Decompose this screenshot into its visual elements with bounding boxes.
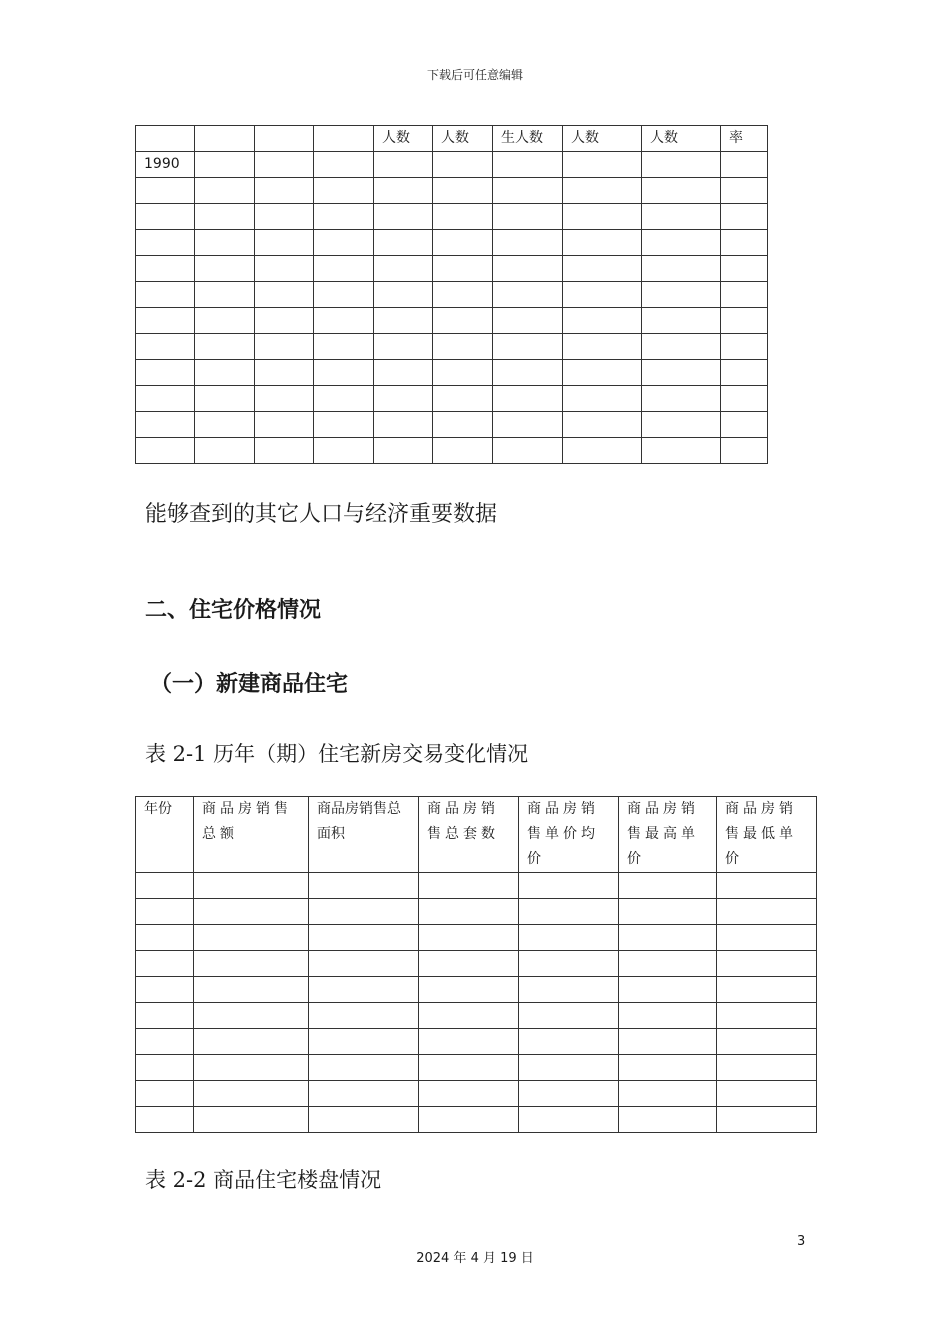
table-row [136, 334, 768, 360]
table-row [136, 256, 768, 282]
table-row [136, 308, 768, 334]
table-row [136, 152, 768, 178]
table-header-cell: 生人数 [493, 126, 563, 152]
table-row [136, 178, 768, 204]
table-header-cell: 商品房销售总套数 [419, 797, 519, 873]
subsection-heading: （一）新建商品住宅 [150, 672, 349, 697]
table-header-cell: 商品房销售单价均价 [519, 797, 619, 873]
table-row [136, 1081, 817, 1107]
table-row [136, 412, 768, 438]
table-row [136, 951, 817, 977]
table-row [136, 282, 768, 308]
table-header-cell: 人数 [563, 126, 642, 152]
table-row [136, 204, 768, 230]
table-header-cell: 人数 [642, 126, 721, 152]
table-row [136, 873, 817, 899]
housing-transaction-table [135, 796, 817, 1133]
table-header-cell [136, 126, 195, 152]
table-row [136, 899, 817, 925]
body-paragraph: 能够查到的其它人口与经济重要数据 [145, 502, 498, 527]
section-heading: 二、住宅价格情况 [145, 598, 322, 623]
table-row [136, 1107, 817, 1133]
table-header-cell: 年份 [136, 797, 194, 873]
table-header-cell: 人数 [433, 126, 493, 152]
table-header-cell: 商品房销售总面积 [309, 797, 419, 873]
table-row [136, 1055, 817, 1081]
table-caption: 表 2-2 商品住宅楼盘情况 [145, 1168, 382, 1192]
table-header-cell: 率 [721, 126, 768, 152]
population-table [135, 125, 768, 464]
table-header-cell: 人数 [374, 126, 433, 152]
table-header-row [136, 797, 817, 873]
table-caption: 表 2-1 历年（期）住宅新房交易变化情况 [145, 742, 529, 766]
table-header-cell: 商品房销售总额 [194, 797, 309, 873]
table-row [136, 977, 817, 1003]
table-header-cell [314, 126, 374, 152]
table-row [136, 1029, 817, 1055]
table-row [136, 438, 768, 464]
table-header-cell: 商品房销售最高单价 [619, 797, 717, 873]
footer-date: 2024 年 4 月 19 日 [416, 1251, 534, 1266]
table-row [136, 1003, 817, 1029]
table-header-row [136, 126, 768, 152]
table-header-cell [195, 126, 255, 152]
table-row [136, 925, 817, 951]
table-header-cell [255, 126, 314, 152]
table-row [136, 386, 768, 412]
year-cell: 1990 [136, 152, 195, 178]
table-header-cell: 商品房销售最低单价 [717, 797, 817, 873]
page-number: 3 [797, 1234, 806, 1249]
page-header: 下载后可任意编辑 [426, 68, 523, 82]
table-row [136, 360, 768, 386]
table-row [136, 230, 768, 256]
